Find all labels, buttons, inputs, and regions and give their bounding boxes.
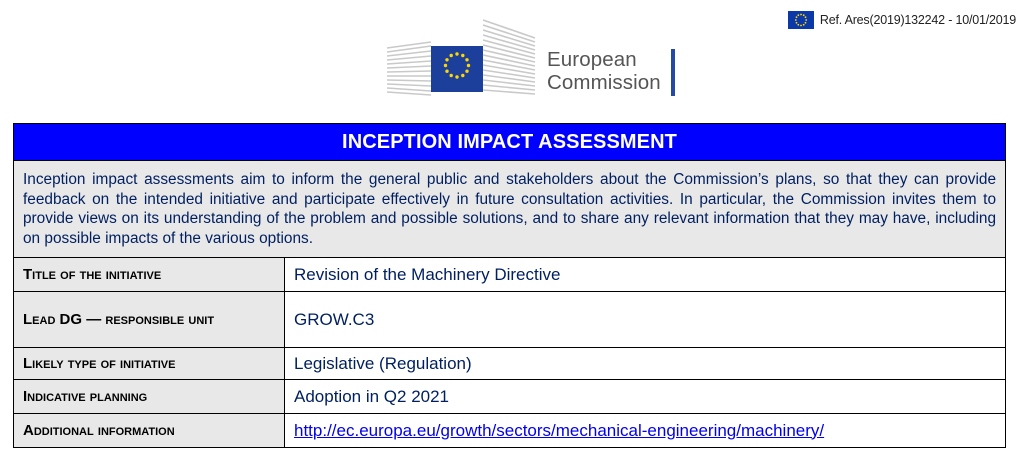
- row-label-type: Likely type of initiative: [14, 348, 285, 380]
- eu-flag-icon: [788, 11, 814, 29]
- logo-accent-bar: [671, 49, 675, 96]
- european-commission-logo: [385, 18, 680, 96]
- logo-line-commission: Commission: [547, 71, 661, 94]
- table-row: [14, 292, 1006, 348]
- row-value-type: Legislative (Regulation): [285, 348, 1006, 380]
- machinery-link[interactable]: http://ec.europa.eu/growth/sectors/mechanical-engineering/machinery/: [294, 420, 825, 440]
- table-row: [14, 258, 1006, 292]
- row-label-planning: Indicative planning: [14, 380, 285, 414]
- intro-paragraph: Inception impact assessments aim to inform the general public and stakeholders about the Commission’s plans, so that they can provide feedback on the intended initiative and participate effectively in future consultation activities. In particular, the Commission invites them to provide views on its understanding of the problem and possible solutions, and to share any relevant information that they may have, including on possible impacts of the various options.: [14, 161, 1006, 258]
- row-label-lead-dg: Lead DG — responsible unit: [14, 292, 285, 348]
- reference-text: Ref. Ares(2019)132242 - 10/01/2019: [819, 13, 1016, 27]
- row-value-lead-dg: GROW.C3: [285, 292, 1006, 348]
- document-title: INCEPTION IMPACT ASSESSMENT: [14, 124, 1006, 161]
- row-value-additional-info: [285, 414, 1006, 448]
- table-row: [14, 348, 1006, 380]
- inception-impact-assessment-table: [13, 123, 1006, 448]
- logo-wordmark: [547, 48, 661, 94]
- row-value-planning: Adoption in Q2 2021: [285, 380, 1006, 414]
- document-reference: [788, 11, 1016, 29]
- row-label-title: Title of the initiative: [14, 258, 285, 292]
- commission-building-icon: [385, 18, 540, 96]
- table-row: [14, 380, 1006, 414]
- row-value-title: Revision of the Machinery Directive: [285, 258, 1006, 292]
- table-row: [14, 414, 1006, 448]
- logo-line-european: European: [547, 48, 637, 71]
- row-label-additional-info: Additional information: [14, 414, 285, 448]
